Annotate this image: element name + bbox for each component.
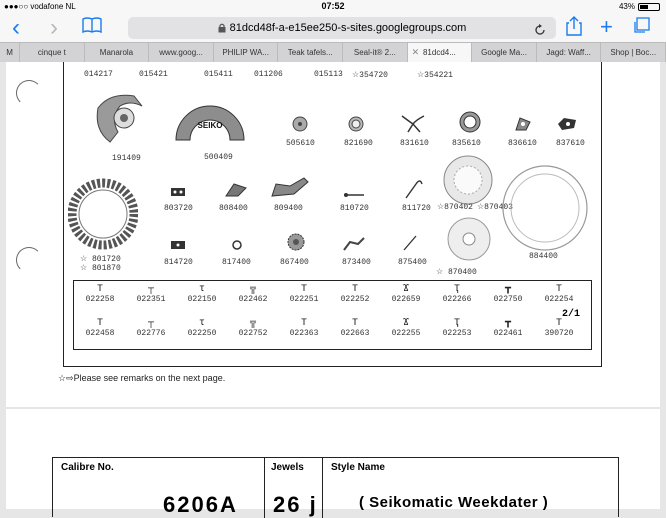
part-number: 022150 xyxy=(187,295,217,304)
bridge-part-image xyxy=(556,116,578,132)
part-number: 390720 xyxy=(544,329,574,338)
new-tab-button[interactable] xyxy=(600,14,613,40)
calibre-label: Calibre No. xyxy=(61,462,114,473)
forward-button[interactable]: › xyxy=(50,14,58,41)
part-number: 022663 xyxy=(340,329,370,338)
reload-button[interactable] xyxy=(534,20,546,41)
part-number: 022258 xyxy=(85,295,115,304)
screw-part xyxy=(437,319,477,338)
screw-part xyxy=(233,319,273,338)
tab-label: Google Ma... xyxy=(481,48,527,57)
share-icon xyxy=(566,16,582,36)
screw-icon: T xyxy=(96,318,103,329)
browser-tab[interactable] xyxy=(343,43,408,62)
part-number: 817400 xyxy=(222,258,251,267)
part-number: 014217 xyxy=(84,70,113,79)
part-number: 022461 xyxy=(493,329,523,338)
jewels-cell xyxy=(265,458,323,518)
screw-part xyxy=(539,319,579,338)
screw-icon: T xyxy=(351,284,358,295)
part-number: 821690 xyxy=(344,139,373,148)
tab-strip xyxy=(0,42,666,62)
part-number: ☆ 870400 xyxy=(436,268,477,277)
screw-part xyxy=(539,285,579,304)
battery-icon xyxy=(638,3,660,11)
dial-ring-image xyxy=(500,160,590,256)
hook-spring-image xyxy=(404,178,424,200)
tab-label: Seal-it® 2... xyxy=(353,48,396,57)
part-number: 505610 xyxy=(286,139,315,148)
part-number: 022776 xyxy=(136,329,166,338)
part-number: 022250 xyxy=(187,329,217,338)
tab-label: www.goog... xyxy=(159,48,203,57)
binder-hole xyxy=(16,80,42,106)
browser-tab[interactable] xyxy=(0,43,20,62)
part-number: 831610 xyxy=(400,139,429,148)
browser-tab[interactable] xyxy=(214,43,279,62)
status-bar xyxy=(0,0,666,12)
screw-icon: Ҭ xyxy=(453,284,460,295)
part-number: 884400 xyxy=(529,252,558,261)
wheel-part-image xyxy=(292,116,308,132)
browser-tab[interactable] xyxy=(537,43,602,62)
browser-tab[interactable] xyxy=(85,43,150,62)
part-number: 022363 xyxy=(289,329,319,338)
jewels-value: 26 j xyxy=(273,492,318,517)
lever-part-image xyxy=(514,116,532,132)
part-number: ☆ 801720 xyxy=(80,255,121,264)
navigation-bar xyxy=(0,12,666,42)
screw-icon: ┳ xyxy=(504,318,512,329)
washer-part-image xyxy=(232,240,242,250)
fraction-label: 2/1 xyxy=(562,309,581,320)
part-number: 022252 xyxy=(340,295,370,304)
pin-part-image xyxy=(342,190,366,200)
date-disc-image xyxy=(446,216,492,262)
clock: 07:52 xyxy=(321,1,345,11)
oscillating-weight-image xyxy=(174,102,246,142)
bearing-part-image xyxy=(348,116,364,132)
part-number: ☆354720 xyxy=(352,71,388,80)
part-number: 022266 xyxy=(442,295,472,304)
screw-icon: ┬ xyxy=(147,318,154,329)
spec-table xyxy=(52,457,619,517)
clip-part-image xyxy=(170,186,186,198)
part-number: 022351 xyxy=(136,295,166,304)
tab-label: PHILIP WA... xyxy=(222,48,269,57)
rotor-part-image xyxy=(90,88,148,146)
part-number: 022750 xyxy=(493,295,523,304)
screw-part xyxy=(284,319,324,338)
screw-part xyxy=(386,319,426,338)
tab-label: 81dcd4... xyxy=(422,48,456,57)
part-number: 015113 xyxy=(314,70,343,79)
part-number: 837610 xyxy=(556,139,585,148)
screw-icon: ╦ xyxy=(249,284,256,295)
part-number: 835610 xyxy=(452,139,481,148)
part-number: 191409 xyxy=(112,154,141,163)
date-dial-image xyxy=(68,176,138,252)
part-number: 022253 xyxy=(442,329,472,338)
browser-tab[interactable] xyxy=(278,43,343,62)
ring-part-image xyxy=(458,110,482,134)
screw-icon: T xyxy=(555,318,562,329)
part-number: 810720 xyxy=(340,204,369,213)
lock-icon xyxy=(218,23,226,33)
brand-label: SEIKO xyxy=(197,121,223,130)
style-cell xyxy=(323,458,620,518)
screw-icon: Ҭ xyxy=(453,318,460,329)
part-number: 022254 xyxy=(544,295,574,304)
part-number: 015411 xyxy=(204,70,233,79)
part-number: 022462 xyxy=(238,295,268,304)
spec-page xyxy=(6,409,660,517)
browser-tab[interactable] xyxy=(408,43,473,62)
part-number: 808400 xyxy=(219,204,248,213)
screw-part xyxy=(488,285,528,304)
parts-catalog xyxy=(63,62,602,367)
style-label: Style Name xyxy=(331,462,385,473)
screw-part xyxy=(488,319,528,338)
reload-icon xyxy=(534,24,546,36)
screw-icon: T xyxy=(96,284,103,295)
tab-label: cinque t xyxy=(37,48,66,57)
catalog-page xyxy=(6,62,660,407)
date-lever-image xyxy=(224,182,248,198)
part-number: 814720 xyxy=(164,258,193,267)
tab-label: M xyxy=(6,48,13,57)
screw-icon: T xyxy=(351,318,358,329)
address-bar[interactable] xyxy=(128,17,556,39)
style-value: ( Seikomatic Weekdater ) xyxy=(359,494,549,511)
browser-tab[interactable] xyxy=(20,43,85,62)
part-number: 867400 xyxy=(280,258,309,267)
browser-tab[interactable] xyxy=(601,43,666,62)
jumper-part-image xyxy=(342,236,366,252)
part-number: 022752 xyxy=(238,329,268,338)
close-icon[interactable]: ✕ xyxy=(411,47,420,57)
part-number: 022458 xyxy=(85,329,115,338)
spring-part-image xyxy=(400,112,426,134)
screw-part xyxy=(233,285,273,304)
browser-tab[interactable] xyxy=(472,43,537,62)
tabs-icon xyxy=(632,17,650,35)
tabs-button[interactable] xyxy=(632,17,650,40)
back-button[interactable]: ‹ xyxy=(12,14,20,41)
share-button[interactable] xyxy=(566,16,582,41)
part-number: 011206 xyxy=(254,70,283,79)
remark-note: ☆⇨Please see remarks on the next page. xyxy=(58,373,226,383)
screw-icon: Ϫ xyxy=(402,284,409,295)
screw-part xyxy=(182,285,222,304)
binder-hole xyxy=(16,247,42,273)
part-number: 809400 xyxy=(274,204,303,213)
screw-part xyxy=(80,319,120,338)
tab-label: Manarola xyxy=(99,48,134,57)
screw-icon: ╦ xyxy=(249,318,256,329)
gear-part-image xyxy=(286,232,306,252)
battery-area xyxy=(619,2,660,11)
tab-label: Shop | Boc... xyxy=(610,48,657,57)
part-number: 875400 xyxy=(398,258,427,267)
screw-part xyxy=(335,285,375,304)
url-text: 81dcd48f-a-e15ee250-s-sites.googlegroups.com xyxy=(229,22,467,34)
screw-icon: ┬ xyxy=(147,284,154,295)
carrier-label: ●●●○○ vodafone NL xyxy=(4,2,76,11)
screw-icon: Ϫ xyxy=(402,318,409,329)
book-icon xyxy=(82,17,102,33)
wire-spring-image xyxy=(402,234,418,252)
screw-icon: τ xyxy=(198,284,205,295)
part-number: 022255 xyxy=(391,329,421,338)
screw-icon: T xyxy=(300,284,307,295)
calibre-cell xyxy=(53,458,265,518)
part-number: ☆ 801870 xyxy=(80,264,121,273)
browser-tab[interactable] xyxy=(149,43,214,62)
screw-part xyxy=(131,319,171,338)
screw-part xyxy=(386,285,426,304)
part-number: 836610 xyxy=(508,139,537,148)
calibre-value: 6206A xyxy=(163,492,238,517)
battery-percent: 43% xyxy=(618,2,635,11)
part-number: 811720 xyxy=(402,204,431,213)
part-number: ☆870403 xyxy=(477,203,513,212)
screw-part xyxy=(335,319,375,338)
setting-lever-image xyxy=(270,176,310,200)
screw-icon: T xyxy=(555,284,562,295)
screw-part xyxy=(182,319,222,338)
screw-part xyxy=(80,285,120,304)
plus-icon: + xyxy=(600,14,613,39)
part-number: 022659 xyxy=(391,295,421,304)
bookmarks-button[interactable] xyxy=(82,17,102,38)
screw-part xyxy=(131,285,171,304)
page-viewport[interactable] xyxy=(0,62,666,517)
tab-label: Teak tafels... xyxy=(287,48,333,57)
screw-icon: ┳ xyxy=(504,284,512,295)
part-number: 500409 xyxy=(204,153,233,162)
part-number: 022251 xyxy=(289,295,319,304)
part-number: ☆354221 xyxy=(417,71,453,80)
screw-icon: T xyxy=(300,318,307,329)
part-number: 873400 xyxy=(342,258,371,267)
screw-part xyxy=(284,285,324,304)
day-dial-image xyxy=(442,154,494,206)
tab-label: Jagd: Waff... xyxy=(546,48,591,57)
part-number: 015421 xyxy=(139,70,168,79)
jewels-label: Jewels xyxy=(271,462,304,473)
screws-grid xyxy=(73,280,592,350)
bracket-part-image xyxy=(170,240,186,250)
part-number: 803720 xyxy=(164,204,193,213)
screw-part xyxy=(437,285,477,304)
screw-icon: τ xyxy=(198,318,205,329)
part-number: ☆870402 xyxy=(437,203,473,212)
